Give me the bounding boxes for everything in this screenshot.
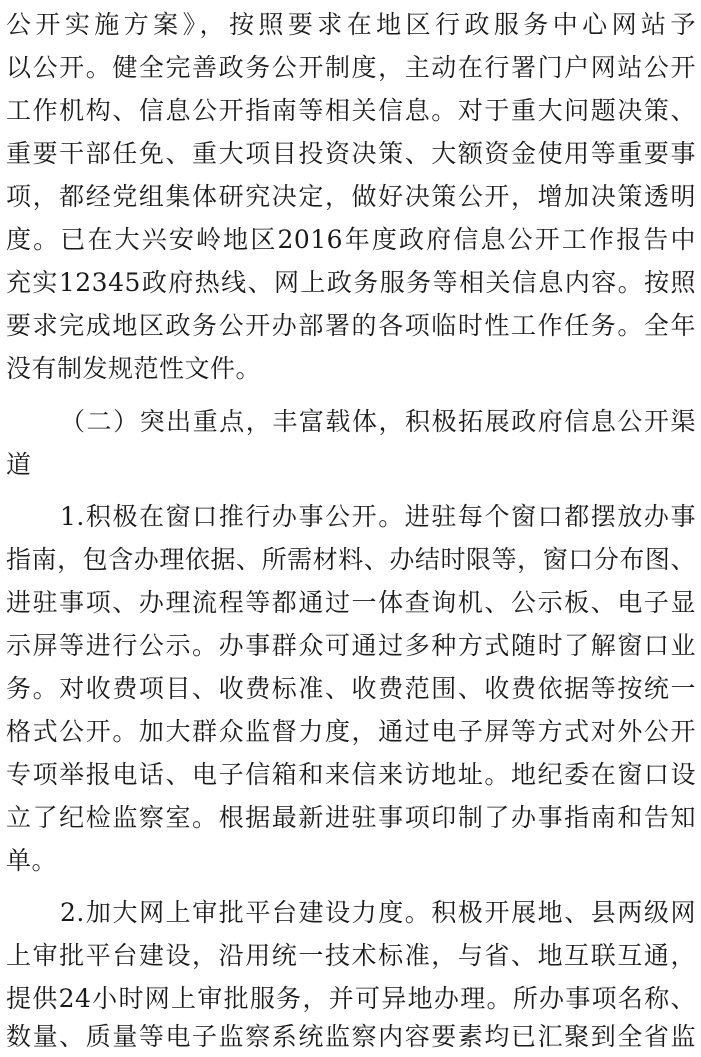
text-line: 格式公开。加大群众监督力度，通过电子屏等方式对外公开 (6, 717, 696, 746)
text-line: 单。 (6, 846, 58, 875)
text-line: 工作机构、信息公开指南等相关信息。对于重大问题决策、 (6, 96, 696, 125)
text-line: 项，都经党组集体研究决定，做好决策公开，增加决策透明 (6, 182, 696, 211)
text-line: 立了纪检监察室。根据最新进驻事项印制了办事指南和告知 (6, 803, 696, 832)
text-line: 1.积极在窗口推行办事公开。进驻每个窗口都摆放办事 (60, 502, 696, 531)
text-line: 数量、质量等电子监察系统监察内容要素均已汇聚到全省监 (6, 1022, 696, 1051)
text-line: 2.加大网上审批平台建设力度。积极开展地、县两级网 (60, 898, 696, 927)
text-line: 度。已在大兴安岭地区2016年度政府信息公开工作报告中 (6, 225, 696, 254)
text-line: 充实12345政府热线、网上政务服务等相关信息内容。按照 (6, 268, 696, 297)
text-line: 以公开。健全完善政务公开制度，主动在行署门户网站公开 (6, 53, 696, 82)
text-line: 重要干部任免、重大项目投资决策、大额资金使用等重要事 (6, 139, 696, 168)
text-line: 指南，包含办理依据、所需材料、办结时限等，窗口分布图、 (6, 545, 696, 574)
text-line: 没有制发规范性文件。 (6, 354, 262, 383)
text-line: 示屏等进行公示。办事群众可通过多种方式随时了解窗口业 (6, 631, 696, 660)
text-line: 要求完成地区政务公开办部署的各项临时性工作任务。全年 (6, 311, 696, 340)
text-line: 上审批平台建设，沿用统一技术标准，与省、地互联互通， (6, 941, 696, 970)
section-heading-continuation: 道 (6, 450, 32, 479)
text-line: 提供24小时网上审批服务，并可异地办理。所办事项名称、 (6, 984, 696, 1013)
text-line: 公开实施方案》，按照要求在地区行政服务中心网站予 (6, 10, 696, 39)
text-line: 进驻事项、办理流程等都通过一体查询机、公示板、电子显 (6, 588, 696, 617)
text-line: 专项举报电话、电子信箱和来信来访地址。地纪委在窗口设 (6, 760, 696, 789)
text-line: 务。对收费项目、收费标准、收费范围、收费依据等按统一 (6, 674, 696, 703)
section-heading: （二）突出重点，丰富载体，积极拓展政府信息公开渠 (60, 407, 696, 436)
